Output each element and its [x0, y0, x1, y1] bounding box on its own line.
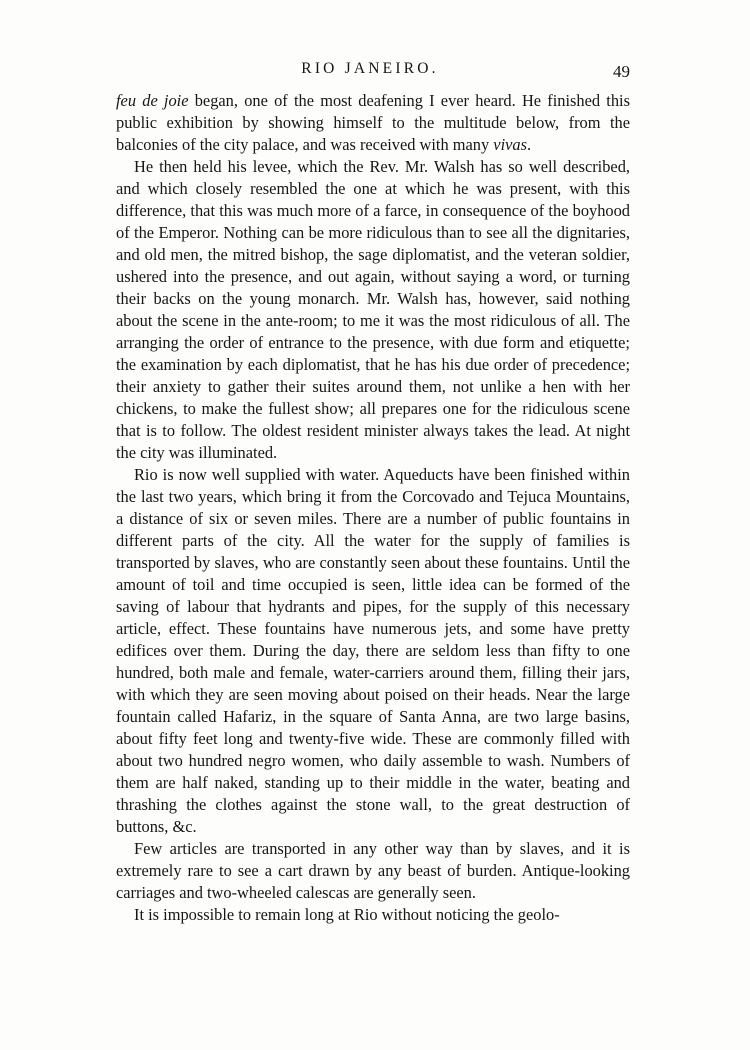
- italic-phrase: feu de joie: [116, 91, 189, 110]
- page-number: 49: [613, 62, 630, 81]
- running-title: RIO JANEIRO.: [301, 60, 439, 77]
- paragraph-1: [116, 90, 630, 156]
- paragraph-5: It is impossible to remain long at Rio without noticing the geolo-: [134, 905, 560, 924]
- paragraph-4: Few articles are transported in any other way than by slaves, and it is extremely rare to see a cart drawn by any beast of burden. Antique-looking carriages and two-wheeled calescas are generally seen.: [116, 839, 630, 902]
- paragraph-2: He then held his levee, which the Rev. Mr. Walsh has so well described, and which closely resembled the one at which he was present, with this difference, that this was much more of a farce, in consequence of the boyhood of the Emperor. Nothing can be more ridiculous than to see all the dignitaries, and old men, the mitred bishop, the sage diplomatist, and the veteran soldier, ushered into the presence, and out again, without saying a word, or turning their backs on the young monarch. Mr. Walsh has, however, said nothing about the scene in the ante-room; to me it was the most ridiculous of all. The arranging the order of entrance to the presence, with due form and etiquette; the examination by each diplomatist, that he has his due order of precedence; their anxiety to gather their suites around them, not unlike a hen with her chickens, to make the fullest show; all prepares one for the ridiculous scene that is to follow. The oldest resident minister always takes the lead. At night the city was illuminated.: [116, 157, 630, 462]
- paragraph-3: Rio is now well supplied with water. Aqueducts have been finished within the last two years, which bring it from the Corcovado and Tejuca Mountains, a distance of six or seven miles. There are a number of public fountains in different parts of the city. All the water for the supply of families is transported by slaves, who are constantly seen about these fountains. Until the amount of toil and time occupied is seen, little idea can be formed of the saving of labour that hydrants and pipes, for the supply of this necessary article, effect. These fountains have numerous jets, and some have pretty edifices over them. During the day, there are seldom less than fifty to one hundred, both male and female, water-carriers around them, filling their jars, with which they are seen moving about poised on their heads. Near the large fountain called Hafariz, in the square of Santa Anna, are two large basins, about fifty feet long and twenty-five wide. These are commonly filled with about two hundred negro women, who daily assemble to wash. Numbers of them are half naked, standing up to their middle in the water, beating and thrashing the clothes against the stone wall, to the great destruction of buttons, &c.: [116, 465, 630, 836]
- paragraph-text: began, one of the most deafening I ever heard. He finished this public exhibition by showing himself to the multitude below, from the balconies of the city palace, and was received with many: [116, 91, 630, 154]
- body-text: [116, 90, 630, 926]
- running-head: [108, 56, 632, 86]
- italic-phrase: vivas: [493, 135, 527, 154]
- paragraph-text: .: [526, 135, 532, 154]
